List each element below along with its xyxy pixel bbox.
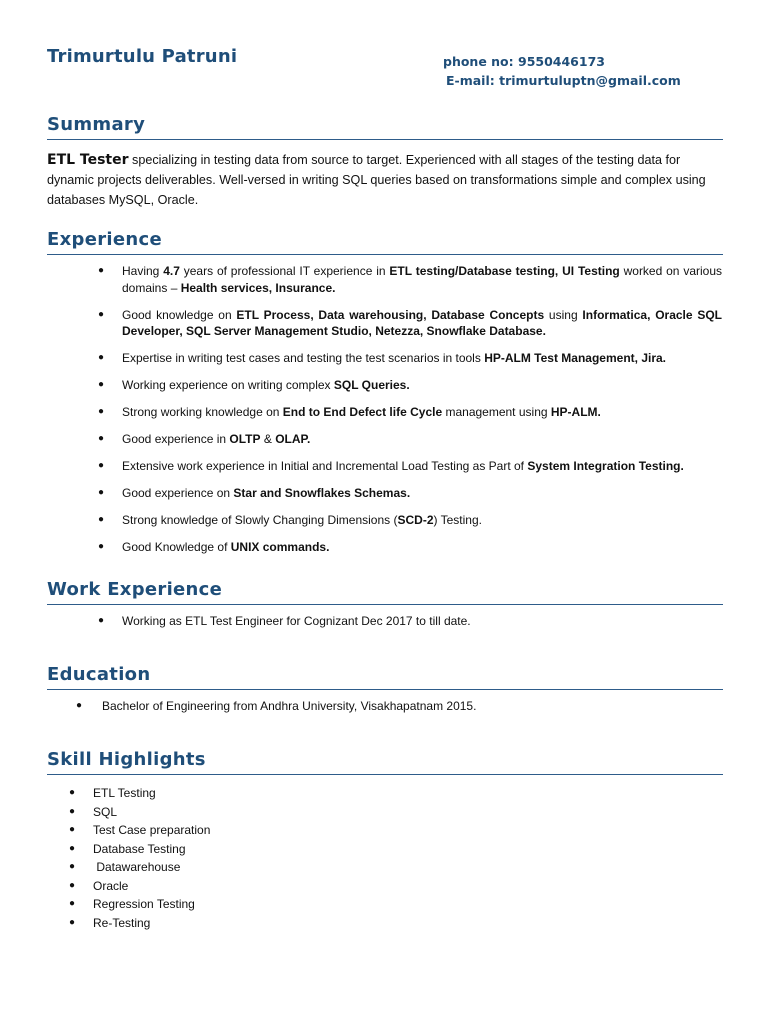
list-item [100,404,722,421]
emphasis-text: 4.7 [163,264,180,278]
skills-heading: Skill Highlights [47,749,206,770]
plain-text: Bachelor of Engineering from Andhra University, Visakhapatnam 2015. [102,699,477,713]
list-item [78,698,718,715]
skill-item [69,859,369,878]
emphasis-text: ETL testing/Database testing, UI Testing [389,264,620,278]
bullet-icon: ● [69,916,76,928]
skill-item [69,878,369,897]
skill-label: Database Testing [93,841,186,856]
list-item [100,431,722,448]
bullet-icon: ● [98,487,105,498]
summary-divider [47,139,723,140]
education-heading: Education [47,664,151,685]
emphasis-text: HP-ALM. [550,405,601,419]
experience-divider [47,254,723,255]
bullet-icon: ● [69,879,76,891]
emphasis-text: SQL Queries. [333,378,410,392]
skill-item [69,785,369,804]
bullet-icon: ● [76,700,83,711]
list-item [100,307,722,340]
plain-text: Strong knowledge of Slowly Changing Dimensions ( [122,513,398,527]
skill-label: ETL Testing [93,786,156,800]
plain-text: worked on various domains – [122,264,723,295]
plain-text: years of professional IT experience in [179,264,390,278]
plain-text: Having [122,264,164,278]
bullet-icon: ● [98,308,105,320]
bullet-icon: ● [98,433,105,444]
skill-label: Re-Testing [93,915,151,930]
list-item [100,377,722,394]
skill-item [69,804,369,823]
list-item-text [122,512,722,529]
work-experience-heading: Work Experience [47,579,223,600]
summary-paragraph [47,150,727,210]
skills-list [69,785,369,933]
bullet-icon: ● [98,615,105,626]
bullet-icon: ● [69,898,76,909]
list-item-text [122,350,722,367]
skill-item [69,915,369,934]
bullet-icon: ● [98,265,105,276]
skills-divider [47,774,723,775]
summary-role: ETL Tester [47,152,129,168]
list-item-text [122,263,722,296]
skill-label: SQL [93,804,118,819]
list-item [100,350,722,367]
skill-item [69,841,369,860]
plain-text: Good Knowledge of [122,540,231,554]
list-item [100,263,722,296]
plain-text: & [260,432,276,446]
skill-label: Oracle [93,878,129,893]
list-item-text [122,431,722,448]
bullet-icon: ● [98,379,105,390]
contact-block [443,52,681,90]
emphasis-text: HP-ALM Test Management, Jira. [484,351,666,365]
education-divider [47,689,723,690]
work-experience-divider [47,604,723,605]
bullet-icon: ● [69,824,76,835]
list-item [100,613,722,630]
plain-text: using [544,307,583,322]
candidate-name: Trimurtulu Patruni [47,46,238,67]
bullet-icon: ● [98,460,105,471]
skill-label: Test Case preparation [93,823,211,837]
list-item-text [122,404,722,421]
experience-heading: Experience [47,229,162,250]
list-item-text [122,377,722,394]
emphasis-text: OLAP. [275,432,311,446]
emphasis-text: Health services, Insurance. [180,280,336,295]
skill-item [69,896,369,915]
plain-text: Good experience on [122,486,234,500]
list-item [100,458,722,475]
summary-text: specializing in testing data from source to target. Experienced with all stages of the testing data for dynamic projects deliverables. Well-versed in writing SQL queries based on transformations simple and complex using databases MySQL, Oracle. [47,153,706,207]
skill-label: Datawarehouse [93,860,181,874]
list-item-text [122,613,722,630]
emphasis-text: ETL Process, Data warehousing, Database Concepts [236,307,545,322]
emphasis-text: SCD-2 [397,513,434,527]
list-item [100,485,722,502]
plain-text: ) Testing. [433,513,482,527]
plain-text: Expertise in writing test cases and testing the test scenarios in tools [122,351,485,365]
phone-number: phone no: 9550446173 [443,54,605,69]
list-item-text [102,698,718,715]
emphasis-text: System Integration Testing. [527,459,684,473]
emphasis-text: Star and Snowflakes Schemas. [233,486,411,500]
emphasis-text: Informatica, Oracle SQL Developer, SQL Server Management Studio, Netezza, Snowflake Database. [122,307,722,338]
plain-text: Good knowledge on [122,307,237,322]
work-experience-list [100,613,722,630]
list-item [100,539,722,556]
bullet-icon: ● [69,787,76,798]
plain-text: Good experience in [122,432,230,446]
bullet-icon: ● [98,514,105,525]
list-item-text [122,539,722,556]
summary-heading: Summary [47,114,146,135]
plain-text: management using [442,405,551,419]
plain-text: Extensive work experience in Initial and Incremental Load Testing as Part of [122,459,528,473]
bullet-icon: ● [98,406,105,417]
experience-list [100,263,722,566]
list-item-text [122,307,722,340]
skill-item [69,822,369,841]
list-item [100,512,722,529]
bullet-icon: ● [98,352,105,363]
skill-label: Regression Testing [93,897,195,911]
email-address: E-mail: trimurtuluptn@gmail.com [446,73,681,88]
emphasis-text: End to End Defect life Cycle [282,405,443,419]
bullet-icon: ● [69,805,76,817]
list-item-text [122,458,722,475]
education-list [78,698,718,715]
emphasis-text: OLTP [229,432,261,446]
plain-text: Working experience on writing complex [122,378,334,392]
plain-text: Working as ETL Test Engineer for Cognizant Dec 2017 to till date. [122,614,471,628]
emphasis-text: UNIX commands. [230,540,330,554]
bullet-icon: ● [69,842,76,854]
plain-text: Strong working knowledge on [122,405,283,419]
bullet-icon: ● [98,541,105,552]
list-item-text [122,485,722,502]
bullet-icon: ● [69,861,76,872]
